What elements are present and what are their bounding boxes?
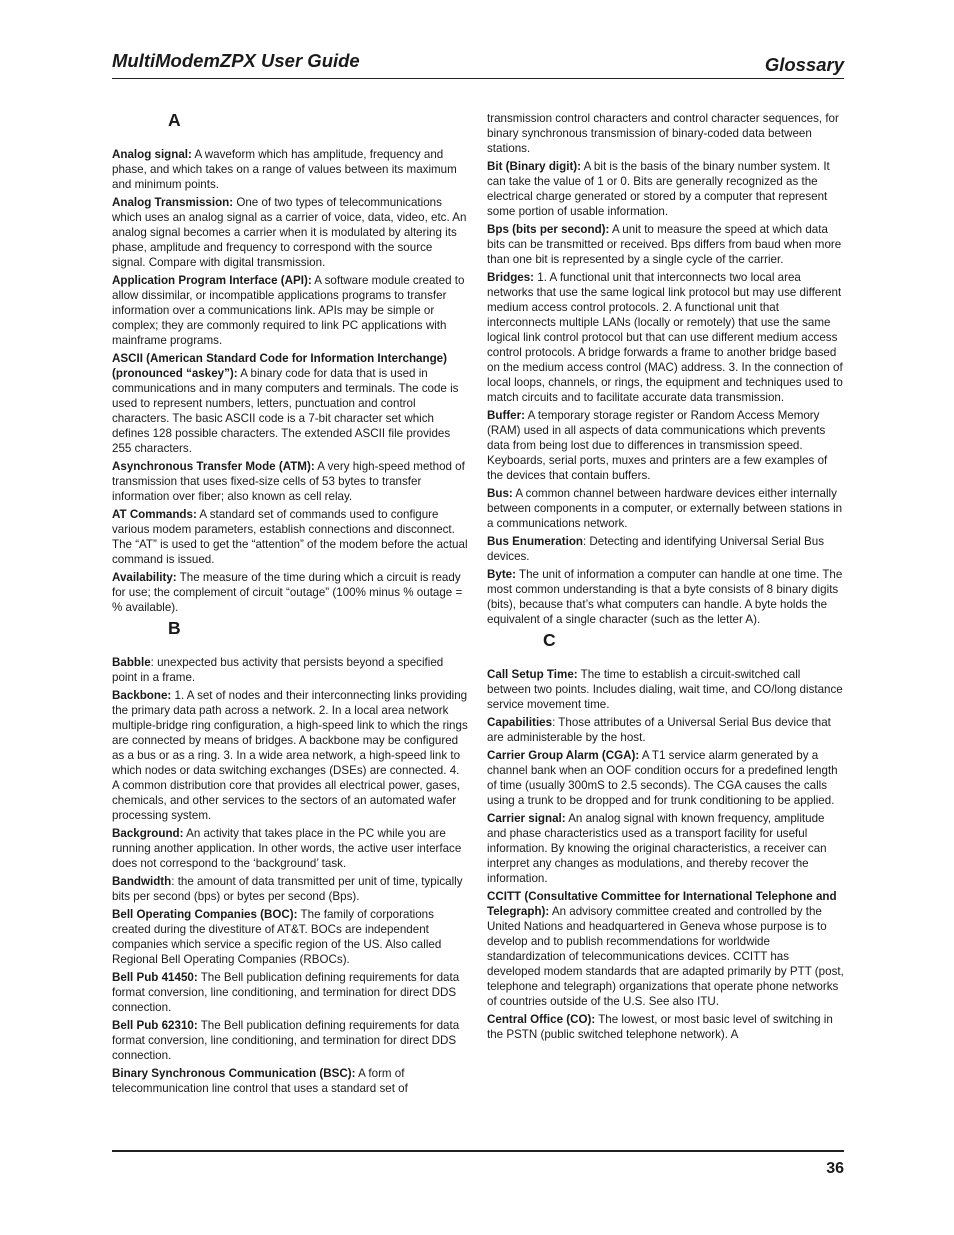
glossary-entry [112, 459, 469, 504]
glossary-entry [112, 195, 469, 270]
glossary-term: Carrier Group Alarm (CGA): [487, 749, 640, 762]
glossary-entry [112, 147, 469, 192]
section-title: Glossary [764, 54, 844, 75]
glossary-term: Analog signal: [112, 148, 192, 161]
glossary-term: Buffer: [487, 409, 525, 422]
glossary-term: Carrier signal: [487, 812, 566, 825]
glossary-entry [112, 273, 469, 348]
glossary-term: Byte: [487, 568, 516, 581]
glossary-term: ASCII (American Standard Code for Information Interchange) (pronounced “askey”): [112, 352, 447, 380]
glossary-definition: 1. A functional unit that interconnects two local area networks that use the same logical link protocol but may use different medium access control protocols. 2. A functional unit that interconnects multiple LANs (locally or remotely) that use the same logical link control protocol but that can use different medium access control protocols. A bridge forwards a frame to another bridge based on the medium access control (MAC) address. 3. In the connection of local loops, channels, or rings, the equipment and techniques used to match circuits and to facilitate accurate data transmission. [487, 271, 843, 404]
glossary-entry [112, 688, 469, 823]
glossary-entry [487, 408, 844, 483]
glossary-definition: A bit is the basis of the binary number system. It can take the value of 1 or 0. Bits are generally recognized as the electrical charge generated or stored by a computer that represent some portion of usable information. [487, 160, 830, 218]
glossary-definition: An analog signal with known frequency, amplitude and phase characteristics used as a transport facility for useful information. By knowing the original characteristics, a receiver can interpret any changes as modulations, and thereby recover the information. [487, 812, 827, 885]
glossary-entry [487, 270, 844, 405]
glossary-term: Babble [112, 656, 151, 669]
glossary-definition: 1. A set of nodes and their interconnecting links providing the primary data path across a network. 2. In a local area network multiple-bridge ring configuration, a high-speed link to which the rings are connected by means of bridges. A backbone may be configured as a bus or as a ring. 3. In a wide area network, a high-speed link to which nodes or data switching exchanges (DSEs) are connected. 4. A common distribution core that provides all electrical power, gases, chemicals, and other services to the sectors of an automated wafer processing system. [112, 689, 468, 822]
glossary-definition: A binary code for data that is used in communications and in many computers and terminals. The code is used to represent numbers, letters, punctuation and control characters. The basic ASCII code is a 7-bit character set which defines 128 possible characters. The extended ASCII file provides 255 characters. [112, 367, 459, 455]
glossary-definition: A form of telecommunication line control that uses a standard set of [112, 1067, 408, 1095]
glossary-entry [112, 351, 469, 456]
glossary-entry [112, 970, 469, 1015]
glossary-definition: The unit of information a computer can handle at one time. The most common understanding is that a byte consists of 8 binary digits (bits), because that’s what computers can handle. A byte holds the equivalent of a single character (such as the letter A). [487, 568, 843, 626]
glossary-definition: A T1 service alarm generated by a channel bank when an OOF condition occurs for a predefined length of time (usually 300mS to 2.5 seconds). The CGA causes the calls using a trunk to be dropped and for trunk conditioning to be applied. [487, 749, 838, 807]
glossary-entry [487, 667, 844, 712]
glossary-term: Bit (Binary digit): [487, 160, 582, 173]
glossary-definition: : Detecting and identifying Universal Serial Bus devices. [487, 535, 825, 563]
glossary-term: Central Office (CO): [487, 1013, 596, 1026]
glossary-term: Bell Pub 62310: [112, 1019, 198, 1032]
glossary-definition: : the amount of data transmitted per unit of time, typically bits per second (bps) or bytes per second (Bps). [112, 875, 463, 903]
glossary-entry [487, 486, 844, 531]
glossary-entry [112, 874, 469, 904]
glossary-entry [487, 889, 844, 1009]
glossary-term: Bus: [487, 487, 513, 500]
glossary-definition: A standard set of commands used to configure various modem parameters, establish connections and disconnect. The “AT” is used to get the “attention” of the modem before the actual command is issued. [112, 508, 468, 566]
glossary-definition: An advisory committee created and controlled by the United Nations and headquartered in Geneva whose purpose is to develop and to publish recommendations for worldwide standardization of telecommunications devices. CCITT has developed modem standards that are adapted primarily by PTT (post, telephone and telegraph) organizations that operate phone networks of countries outside of the U.S. See also ITU. [487, 905, 844, 1008]
section-letter: B [168, 618, 181, 638]
glossary-entry [112, 907, 469, 967]
glossary-definition: : unexpected bus activity that persists beyond a specified point in a frame. [112, 656, 444, 684]
glossary-entry [487, 222, 844, 267]
glossary-term: Bus Enumeration [487, 535, 583, 548]
glossary-definition: : Those attributes of a Universal Serial Bus device that are administerable by the host. [487, 716, 831, 744]
page-header [112, 48, 844, 79]
section-letter: C [543, 630, 556, 650]
glossary-entry [487, 748, 844, 808]
glossary-entry [487, 715, 844, 745]
page-number: 36 [826, 1160, 844, 1177]
glossary-definition: One of two types of telecommunications which uses an analog signal as a carrier of voice, data, video, etc. An analog signal becomes a carrier when it is modulated by altering its phase, amplitude and frequency to correspond with the source signal. Compare with digital transmission. [112, 196, 467, 269]
glossary-entry [112, 826, 469, 871]
glossary-term: Bandwidth [112, 875, 172, 888]
glossary-term: Analog Transmission: [112, 196, 234, 209]
glossary-term: Bridges: [487, 271, 535, 284]
glossary-entry [487, 567, 844, 627]
glossary-definition: The family of corporations created during the divestiture of AT&T. BOCs are independent companies which service a specific region of the US. Also called Regional Bell Operating Companies (RBOCs). [112, 908, 442, 966]
document-title: MultiModemZPX User Guide [112, 50, 360, 71]
glossary-term: Asynchronous Transfer Mode (ATM): [112, 460, 315, 473]
glossary-definition: A unit to measure the speed at which data bits can be transmitted or received. Bps differs from baud when more than one bit is represented by a single cycle of the carrier. [487, 223, 842, 266]
glossary-term: Backbone: [112, 689, 172, 702]
glossary-definition: A software module created to allow dissimilar, or incompatible applications programs to transfer information over a communications link. APIs may be simple or complex; they are commonly required to link PC applications with mainframe programs. [112, 274, 465, 347]
glossary-term: Capabilities [487, 716, 553, 729]
glossary-definition: The measure of the time during which a circuit is ready for use; the complement of circuit “outage” (100% minus % outage = % available). [112, 571, 463, 614]
glossary-definition: A common channel between hardware devices either internally between components in a computer, or externally between stations in a communications network. [487, 487, 843, 530]
glossary-entry [112, 570, 469, 615]
glossary-term: Binary Synchronous Communication (BSC): [112, 1067, 356, 1080]
glossary-entry [487, 534, 844, 564]
section-letter: A [168, 110, 181, 130]
glossary-term: Availability: [112, 571, 177, 584]
glossary-term: Background: [112, 827, 184, 840]
glossary-definition: The time to establish a circuit-switched call between two points. Includes dialing, wait time, and CO/long distance service movement time. [487, 668, 843, 711]
left-column [112, 110, 469, 1099]
glossary-term: CCITT (Consultative Committee for International Telephone and Telegraph): [487, 890, 837, 918]
glossary-entry [487, 1012, 844, 1042]
glossary-term: Application Program Interface (API): [112, 274, 312, 287]
glossary-definition: The Bell publication defining requirements for data format conversion, line conditioning, and termination for direct DDS connection. [112, 971, 460, 1014]
glossary-entry [112, 507, 469, 567]
glossary-entry [487, 111, 844, 156]
glossary-term: Bps (bits per second): [487, 223, 610, 236]
glossary-definition: The Bell publication defining requirements for data format conversion, line conditioning, and termination for direct DDS connection. [112, 1019, 460, 1062]
glossary-entry [112, 655, 469, 685]
glossary-term: Call Setup Time: [487, 668, 578, 681]
glossary-term: Bell Operating Companies (BOC): [112, 908, 298, 921]
glossary-definition: An activity that takes place in the PC while you are running another application. In other words, the active user interface does not correspond to the ‘background’ task. [112, 827, 462, 870]
glossary-entry [112, 1066, 469, 1096]
right-column [487, 111, 844, 1045]
glossary-entry [112, 1018, 469, 1063]
glossary-definition: A waveform which has amplitude, frequency and phase, and which takes on a range of values between its maximum and minimum points. [112, 148, 457, 191]
glossary-definition: A temporary storage register or Random Access Memory (RAM) used in all aspects of data communications which prevents data from being lost due to differences in transmission speed. Keyboards, serial ports, muxes and printers are a few examples of the devices that contain buffers. [487, 409, 828, 482]
glossary-entry [487, 811, 844, 886]
glossary-definition: A very high-speed method of transmission that uses fixed-size cells of 53 bytes to transfer information over fiber; also known as cell relay. [112, 460, 465, 503]
glossary-definition: The lowest, or most basic level of switching in the PSTN (public switched telephone network). A [487, 1013, 833, 1041]
glossary-entry [487, 159, 844, 219]
page-footer [112, 1150, 844, 1177]
glossary-definition: transmission control characters and control character sequences, for binary synchronous transmission of binary-coded data between stations. [487, 112, 839, 155]
glossary-term: AT Commands: [112, 508, 197, 521]
glossary-term: Bell Pub 41450: [112, 971, 198, 984]
